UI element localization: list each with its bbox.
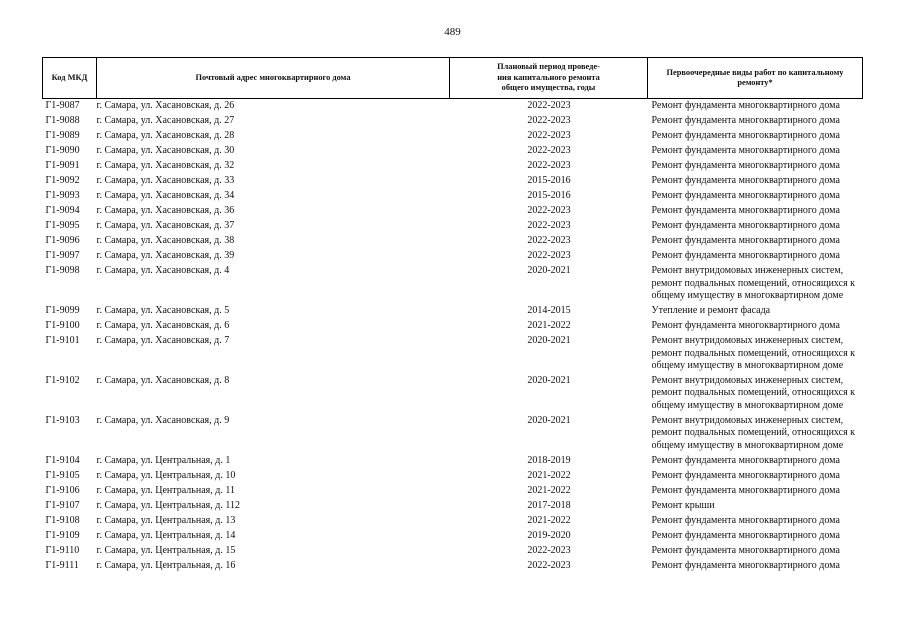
cell-works xyxy=(648,174,863,189)
cell-works xyxy=(648,219,863,234)
works-line: Ремонт крыши xyxy=(651,499,715,511)
table-row xyxy=(43,483,863,498)
cell-works xyxy=(648,468,863,483)
cell-period: 2020-2021 xyxy=(527,265,571,277)
cell-code: Г1-9104 xyxy=(45,454,80,466)
cell-period: 2015-2016 xyxy=(527,190,571,202)
cell-period: 2022-2023 xyxy=(527,115,571,127)
cell-code: Г1-9088 xyxy=(45,115,80,127)
cell-period: 2021-2022 xyxy=(527,514,571,526)
cell-code: Г1-9103 xyxy=(45,414,80,426)
table-row xyxy=(43,129,863,144)
cell-code: Г1-9090 xyxy=(45,145,80,157)
cell-code: Г1-9106 xyxy=(45,484,80,496)
cell-period: 2022-2023 xyxy=(527,130,571,142)
cell-address: г. Самара, ул. Хасановская, д. 27 xyxy=(96,115,235,127)
table-body xyxy=(43,99,863,574)
table-row xyxy=(43,174,863,189)
cell-address: г. Самара, ул. Хасановская, д. 38 xyxy=(96,235,235,247)
table-row xyxy=(43,99,863,115)
works-line: Ремонт фундамента многоквартирного дома xyxy=(651,130,840,142)
table-row xyxy=(43,453,863,468)
cell-period: 2017-2018 xyxy=(527,499,571,511)
works-line: Ремонт внутридомовых инженерных систем, xyxy=(651,374,844,386)
works-line: Ремонт фундамента многоквартирного дома xyxy=(651,559,840,571)
cell-address: г. Самара, ул. Хасановская, д. 4 xyxy=(96,265,230,277)
table-row xyxy=(43,543,863,558)
works-line: Ремонт внутридомовых инженерных систем, xyxy=(651,335,844,347)
cell-works xyxy=(648,264,863,304)
cell-works xyxy=(648,319,863,334)
cell-works xyxy=(648,543,863,558)
cell-code: Г1-9094 xyxy=(45,205,80,217)
table-row xyxy=(43,304,863,319)
works-line: Ремонт фундамента многоквартирного дома xyxy=(651,175,840,187)
cell-code: Г1-9109 xyxy=(45,529,80,541)
table-row xyxy=(43,374,863,414)
cell-period: 2022-2023 xyxy=(527,205,571,217)
cell-code: Г1-9111 xyxy=(45,559,79,571)
cell-works xyxy=(648,558,863,573)
cell-period: 2020-2021 xyxy=(527,335,571,347)
table-row xyxy=(43,114,863,129)
cell-period: 2015-2016 xyxy=(527,175,571,187)
cell-address: г. Самара, ул. Хасановская, д. 8 xyxy=(96,374,230,386)
table-row xyxy=(43,264,863,304)
cell-address: г. Самара, ул. Центральная, д. 112 xyxy=(96,499,240,511)
cell-code: Г1-9110 xyxy=(45,544,80,556)
table-header xyxy=(43,58,863,99)
works-line: Ремонт фундамента многоквартирного дома xyxy=(651,160,840,172)
cell-address: г. Самара, ул. Центральная, д. 16 xyxy=(96,559,236,571)
table-row xyxy=(43,498,863,513)
table-row xyxy=(43,334,863,374)
cell-code: Г1-9096 xyxy=(45,235,80,247)
cell-code: Г1-9101 xyxy=(45,335,80,347)
cell-code: Г1-9092 xyxy=(45,175,80,187)
cell-address: г. Самара, ул. Центральная, д. 13 xyxy=(96,514,236,526)
cell-code: Г1-9099 xyxy=(45,305,80,317)
cell-code: Г1-9107 xyxy=(45,499,80,511)
cell-works xyxy=(648,453,863,468)
works-line: Ремонт фундамента многоквартирного дома xyxy=(651,484,840,496)
works-line: Ремонт фундамента многоквартирного дома xyxy=(651,514,840,526)
cell-period: 2022-2023 xyxy=(527,160,571,172)
table-row xyxy=(43,144,863,159)
works-line: Ремонт фундамента многоквартирного дома xyxy=(651,250,840,262)
cell-address: г. Самара, ул. Хасановская, д. 7 xyxy=(96,335,230,347)
cell-works xyxy=(648,513,863,528)
works-line: ремонт подвальных помещений, относящихся к xyxy=(651,427,856,439)
header-period xyxy=(450,58,648,99)
works-line: Ремонт фундамента многоквартирного дома xyxy=(651,190,840,202)
cell-code: Г1-9091 xyxy=(45,160,80,172)
works-line: Ремонт фундамента многоквартирного дома xyxy=(651,115,840,127)
works-line: Ремонт фундамента многоквартирного дома xyxy=(651,205,840,217)
table-row xyxy=(43,558,863,573)
cell-address: г. Самара, ул. Хасановская, д. 28 xyxy=(96,130,235,142)
table-row xyxy=(43,204,863,219)
cell-period: 2022-2023 xyxy=(527,544,571,556)
cell-works xyxy=(648,528,863,543)
works-line: Ремонт фундамента многоквартирного дома xyxy=(651,454,840,466)
header-period-line: Плановый период проведе- xyxy=(497,62,600,72)
works-line: Ремонт фундамента многоквартирного дома xyxy=(651,235,840,247)
cell-address: г. Самара, ул. Центральная, д. 15 xyxy=(96,544,236,556)
cell-works xyxy=(648,189,863,204)
cell-code: Г1-9108 xyxy=(45,514,80,526)
works-line: Ремонт фундамента многоквартирного дома xyxy=(651,529,840,541)
header-works-line: ремонту* xyxy=(737,78,773,87)
cell-works xyxy=(648,114,863,129)
cell-works xyxy=(648,483,863,498)
table-row xyxy=(43,413,863,453)
works-line: Ремонт фундамента многоквартирного дома xyxy=(651,145,840,157)
works-line: ремонт подвальных помещений, относящихся к xyxy=(651,347,856,359)
cell-period: 2021-2022 xyxy=(527,320,571,332)
cell-code: Г1-9095 xyxy=(45,220,80,232)
works-line: общему имуществу в многоквартирном доме xyxy=(651,359,844,371)
header-works xyxy=(648,58,863,99)
cell-code: Г1-9087 xyxy=(45,100,80,112)
repair-schedule-table xyxy=(42,57,863,573)
works-line: Ремонт фундамента многоквартирного дома xyxy=(651,220,840,232)
cell-works xyxy=(648,129,863,144)
works-line: Утепление и ремонт фасада xyxy=(651,305,771,317)
cell-address: г. Самара, ул. Хасановская, д. 9 xyxy=(96,414,230,426)
cell-address: г. Самара, ул. Хасановская, д. 39 xyxy=(96,250,235,262)
works-line: общему имуществу в многоквартирном доме xyxy=(651,290,844,302)
works-line: ремонт подвальных помещений, относящихся к xyxy=(651,387,856,399)
works-line: ремонт подвальных помещений, относящихся к xyxy=(651,277,856,289)
cell-address: г. Самара, ул. Хасановская, д. 6 xyxy=(96,320,230,332)
cell-works xyxy=(648,413,863,453)
table-row xyxy=(43,319,863,334)
header-code: Код МКД xyxy=(43,58,97,99)
cell-period: 2019-2020 xyxy=(527,529,571,541)
cell-period: 2022-2023 xyxy=(527,220,571,232)
table-row xyxy=(43,234,863,249)
cell-period: 2022-2023 xyxy=(527,250,571,262)
cell-period: 2022-2023 xyxy=(527,235,571,247)
cell-works xyxy=(648,334,863,374)
table-row xyxy=(43,513,863,528)
cell-address: г. Самара, ул. Хасановская, д. 36 xyxy=(96,205,235,217)
cell-code: Г1-9100 xyxy=(45,320,80,332)
cell-period: 2022-2023 xyxy=(527,559,571,571)
cell-works xyxy=(648,99,863,115)
cell-address: г. Самара, ул. Центральная, д. 10 xyxy=(96,469,236,481)
page-number: 489 xyxy=(444,26,461,38)
cell-address: г. Самара, ул. Центральная, д. 11 xyxy=(96,484,235,496)
works-line: Ремонт фундамента многоквартирного дома xyxy=(651,544,840,556)
table-row xyxy=(43,468,863,483)
cell-period: 2021-2022 xyxy=(527,484,571,496)
cell-address: г. Самара, ул. Хасановская, д. 34 xyxy=(96,190,235,202)
cell-code: Г1-9098 xyxy=(45,265,80,277)
cell-works xyxy=(648,249,863,264)
cell-works xyxy=(648,374,863,414)
table-row xyxy=(43,249,863,264)
cell-works xyxy=(648,159,863,174)
works-line: Ремонт внутридомовых инженерных систем, xyxy=(651,265,844,277)
cell-code: Г1-9097 xyxy=(45,250,80,262)
cell-period: 2022-2023 xyxy=(527,100,571,112)
cell-works xyxy=(648,144,863,159)
cell-period: 2020-2021 xyxy=(527,374,571,386)
cell-address: г. Самара, ул. Хасановская, д. 32 xyxy=(96,160,235,172)
cell-works xyxy=(648,234,863,249)
table-row xyxy=(43,528,863,543)
header-period-line: ния капитального ремонта xyxy=(497,72,600,82)
cell-code: Г1-9093 xyxy=(45,190,80,202)
cell-code: Г1-9089 xyxy=(45,130,80,142)
works-line: Ремонт фундамента многоквартирного дома xyxy=(651,320,840,332)
header-period-line: общего имущества, годы xyxy=(501,83,596,93)
works-line: общему имуществу в многоквартирном доме xyxy=(651,439,844,451)
cell-period: 2020-2021 xyxy=(527,414,571,426)
cell-address: г. Самара, ул. Хасановская, д. 37 xyxy=(96,220,235,232)
cell-period: 2018-2019 xyxy=(527,454,571,466)
cell-works xyxy=(648,498,863,513)
cell-works xyxy=(648,304,863,319)
header-address: Почтовый адрес многоквартирного дома xyxy=(97,58,450,99)
cell-address: г. Самара, ул. Хасановская, д. 33 xyxy=(96,175,235,187)
table-row xyxy=(43,189,863,204)
cell-period: 2014-2015 xyxy=(527,305,571,317)
cell-address: г. Самара, ул. Хасановская, д. 26 xyxy=(96,100,235,112)
cell-code: Г1-9102 xyxy=(45,374,80,386)
header-works-line: Первоочередные виды работ по капитальному xyxy=(666,67,844,77)
table-row xyxy=(43,219,863,234)
cell-address: г. Самара, ул. Центральная, д. 14 xyxy=(96,529,236,541)
table-row xyxy=(43,159,863,174)
works-line: Ремонт внутридомовых инженерных систем, xyxy=(651,414,844,426)
cell-period: 2021-2022 xyxy=(527,469,571,481)
works-line: Ремонт фундамента многоквартирного дома xyxy=(651,469,840,481)
cell-works xyxy=(648,204,863,219)
works-line: общему имуществу в многоквартирном доме xyxy=(651,399,844,411)
cell-address: г. Самара, ул. Хасановская, д. 30 xyxy=(96,145,235,157)
cell-address: г. Самара, ул. Хасановская, д. 5 xyxy=(96,305,230,317)
cell-period: 2022-2023 xyxy=(527,145,571,157)
cell-code: Г1-9105 xyxy=(45,469,80,481)
works-line: Ремонт фундамента многоквартирного дома xyxy=(651,100,840,112)
cell-address: г. Самара, ул. Центральная, д. 1 xyxy=(96,454,231,466)
